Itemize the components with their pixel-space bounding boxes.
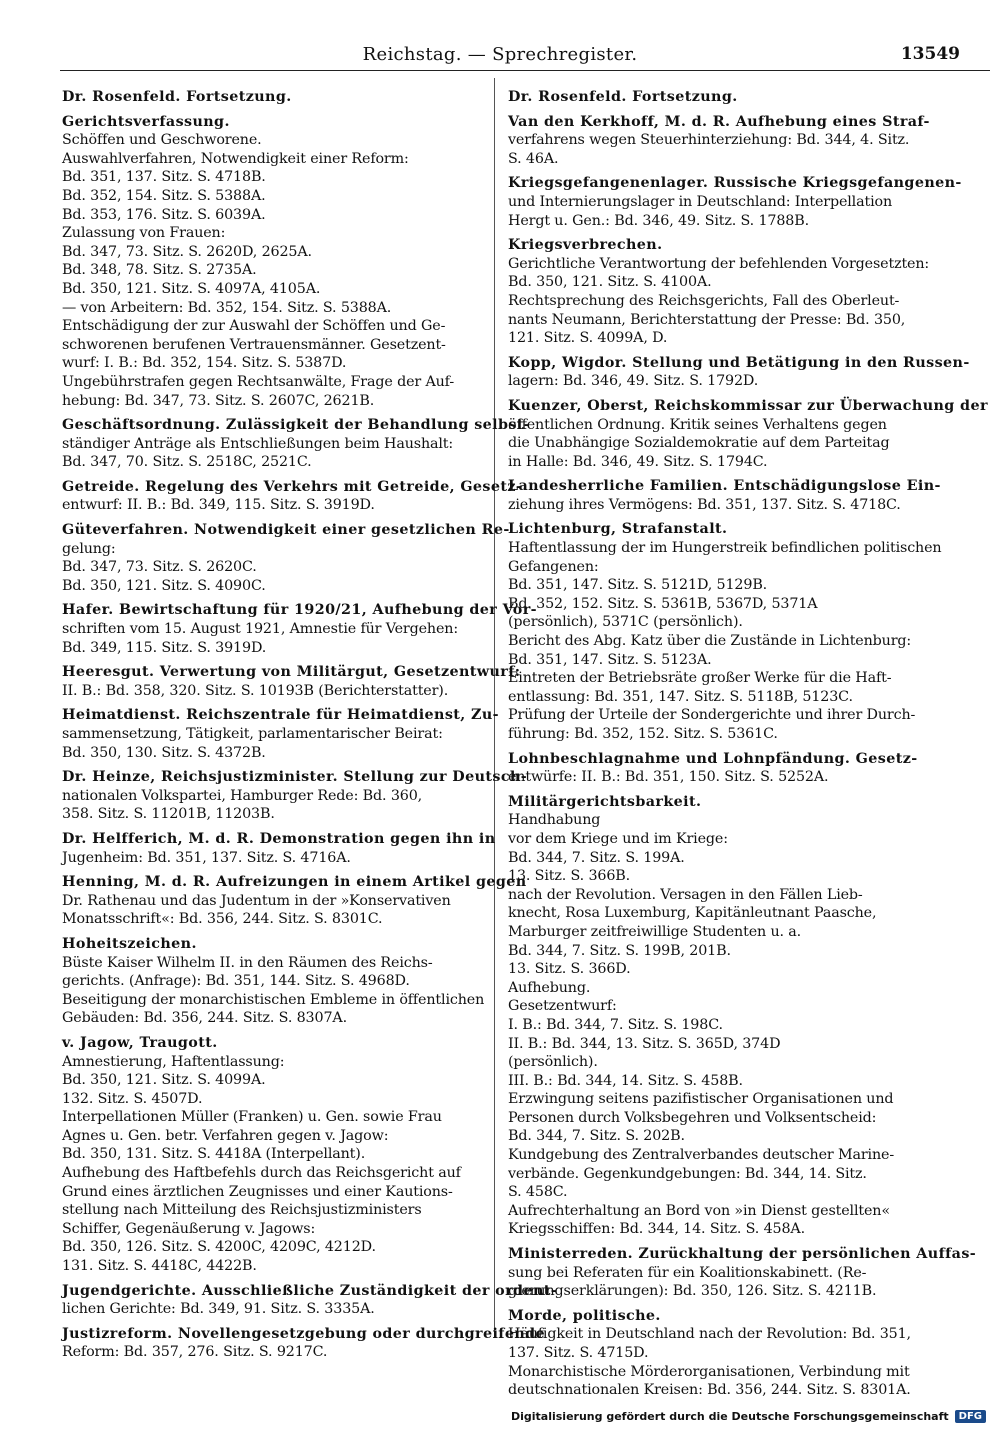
entry-line: wurf: I. B.: Bd. 352, 154. Sitz. S. 5387D. xyxy=(62,355,347,372)
entry-line: nants Neumann, Berichterstattung der Presse: Bd. 350, xyxy=(508,311,906,328)
entry-line: 13. Sitz. S. 366D. xyxy=(508,961,631,978)
entry-line: Reform: Bd. 357, 276. Sitz. S. 9217C. xyxy=(62,1344,328,1361)
register-entry xyxy=(62,521,510,595)
register-entry xyxy=(508,1245,977,1301)
entry-heading: Hafer. Bewirtschaftung für 1920/21, Aufhebung der Vor- xyxy=(62,602,537,619)
entry-line: Prüfung der Urteile der Sondergerichte und ihrer Durch- xyxy=(508,707,916,724)
entry-line: Hergt u. Gen.: Bd. 346, 49. Sitz. S. 1788B. xyxy=(508,212,809,229)
entry-line: 121. Sitz. S. 4099A, D. xyxy=(508,330,668,347)
entry-line: Ungebührstrafen gegen Rechtsanwälte, Frage der Auf- xyxy=(62,373,454,390)
entry-heading: Gerichtsverfassung. xyxy=(62,113,230,130)
entry-line: Gebäuden: Bd. 356, 244. Sitz. S. 8307A. xyxy=(62,1010,347,1027)
entry-line: in Halle: Bd. 346, 49. Sitz. S. 1794C. xyxy=(508,453,768,470)
entry-line: ständiger Anträge als Entschließungen beim Haushalt: xyxy=(62,435,454,452)
entry-line: Aufhebung. xyxy=(508,979,591,996)
entry-heading: Hoheitszeichen. xyxy=(62,935,197,952)
entry-line: Grund eines ärztlichen Zeugnisses und einer Kautions- xyxy=(62,1183,453,1200)
entry-heading: Dr. Helfferich, M. d. R. Demonstration gegen ihn in xyxy=(62,830,496,847)
entry-line: entwurf: II. B.: Bd. 349, 115. Sitz. S. 3919D. xyxy=(62,497,375,514)
entry-line: und Internierungslager in Deutschland: Interpellation xyxy=(508,193,893,210)
entry-line: 137. Sitz. S. 4715D. xyxy=(508,1345,649,1361)
entry-line: III. B.: Bd. 344, 14. Sitz. S. 458B. xyxy=(508,1072,743,1089)
entry-line: Amnestierung, Haftentlassung: xyxy=(62,1053,285,1070)
entry-line: II. B.: Bd. 344, 13. Sitz. S. 365D, 374D xyxy=(508,1035,781,1052)
entry-line: Bd. 350, 126. Sitz. S. 4200C, 4209C, 4212D. xyxy=(62,1239,376,1256)
register-entry xyxy=(62,830,496,867)
entry-line: Bd. 351, 147. Sitz. S. 5123A. xyxy=(508,651,712,668)
entry-line: Bd. 348, 78. Sitz. S. 2735A. xyxy=(62,262,257,279)
entry-line: Bd. 347, 70. Sitz. S. 2518C, 2521C. xyxy=(62,454,312,471)
entry-line: Bd. 349, 115. Sitz. S. 3919D. xyxy=(62,639,267,656)
register-entry xyxy=(508,88,928,107)
page-number: 13549 xyxy=(900,44,960,64)
entry-line: Agnes u. Gen. betr. Verfahren gegen v. Jagow: xyxy=(62,1127,389,1144)
register-entry xyxy=(62,113,482,411)
entry-line: Entschädigung der zur Auswahl der Schöffen und Ge- xyxy=(62,318,446,335)
entry-heading: Heeresgut. Verwertung von Militärgut, Gesetzentwurf: xyxy=(62,664,521,681)
entry-line: vor dem Kriege und im Kriege: xyxy=(508,830,728,847)
entry-line: Bd. 347, 73. Sitz. S. 2620D, 2625A. xyxy=(62,243,312,260)
entry-line: schworenen berufenen Vertrauensmänner. Gesetzent- xyxy=(62,336,446,353)
entry-line: lichen Gerichte: Bd. 349, 91. Sitz. S. 3335A. xyxy=(62,1301,375,1318)
entry-heading: Dr. Rosenfeld. Fortsetzung. xyxy=(508,89,738,105)
register-entry xyxy=(62,416,531,472)
register-entry xyxy=(508,1307,928,1400)
entry-line: Aufrechterhaltung an Bord von »in Dienst gestellten« xyxy=(508,1202,890,1219)
register-entry xyxy=(508,793,928,1239)
entry-line: Marburger zeitfreiwillige Studenten u. a. xyxy=(508,923,802,940)
entry-line: Bd. 344, 7. Sitz. S. 199B, 201B. xyxy=(508,942,731,959)
entry-line: S. 46A. xyxy=(508,150,559,167)
register-entry xyxy=(508,477,941,514)
entry-heading: Lohnbeschlagnahme und Lohnpfändung. Gesetz- xyxy=(508,750,918,767)
entry-heading: Van den Kerkhoff, M. d. R. Aufhebung eines Straf- xyxy=(508,113,930,130)
entry-heading: Dr. Rosenfeld. Fortsetzung. xyxy=(62,89,292,105)
entry-line: Haftentlassung der im Hungerstreik befindlichen politischen xyxy=(508,540,942,557)
entry-line: stellung nach Mitteilung des Reichsjustizministers xyxy=(62,1202,422,1219)
entry-heading: Geschäftsordnung. Zulässigkeit der Behandlung selbst- xyxy=(62,417,531,434)
entry-heading: Güteverfahren. Notwendigkeit einer gesetzlichen Re- xyxy=(62,522,510,539)
entry-heading: Kriegsgefangenenlager. Russische Kriegsgefangenen- xyxy=(508,175,962,192)
entry-line: Bd. 352, 152. Sitz. S. 5361B, 5367D, 5371A xyxy=(508,595,818,612)
entry-line: Bd. 351, 137. Sitz. S. 4718B. xyxy=(62,169,266,186)
entry-line: Bd. 353, 176. Sitz. S. 6039A. xyxy=(62,206,266,223)
entry-line: knecht, Rosa Luxemburg, Kapitänleutnant Paasche, xyxy=(508,905,877,922)
entry-heading: Ministerreden. Zurückhaltung der persönlichen Auffas- xyxy=(508,1246,977,1263)
register-entry xyxy=(62,601,537,657)
entry-line: Jugenheim: Bd. 351, 137. Sitz. S. 4716A. xyxy=(62,849,351,866)
entry-line: Rechtsprechung des Reichsgerichts, Fall des Oberleut- xyxy=(508,292,900,309)
entry-line: Gerichtliche Verantwortung der befehlenden Vorgesetzten: xyxy=(508,255,930,272)
register-entry xyxy=(508,354,970,391)
entry-line: gierungserklärungen): Bd. 350, 126. Sitz. S. 4211B. xyxy=(508,1283,877,1300)
entry-line: Monarchistische Mörderorganisationen, Verbindung mit xyxy=(508,1363,910,1380)
entry-line: Bd. 350, 121. Sitz. S. 4090C. xyxy=(62,577,266,594)
entry-line: (persönlich). xyxy=(508,1054,598,1071)
entry-line: deutschnationalen Kreisen: Bd. 356, 244. Sitz. S. 8301A. xyxy=(508,1382,911,1399)
entry-line: entlassung: Bd. 351, 147. Sitz. S. 5118B, 5123C. xyxy=(508,688,853,705)
register-entry xyxy=(508,113,928,169)
entry-line: Bd. 344, 7. Sitz. S. 199A. xyxy=(508,849,685,866)
register-entry xyxy=(508,236,928,348)
entry-line: Monatsschrift«: Bd. 356, 244. Sitz. S. 8301C. xyxy=(62,911,383,928)
entry-line: 358. Sitz. S. 11201B, 11203B. xyxy=(62,806,275,823)
entry-line: hebung: Bd. 347, 73. Sitz. S. 2607C, 2621B. xyxy=(62,392,375,409)
entry-line: Handhabung xyxy=(508,812,601,829)
entry-line: gerichts. (Anfrage): Bd. 351, 144. Sitz. S. 4968D. xyxy=(62,973,410,990)
entry-line: Gesetzentwurf: xyxy=(508,998,617,1015)
entry-line: Häufigkeit in Deutschland nach der Revolution: Bd. 351, xyxy=(508,1326,911,1343)
entry-heading: Getreide. Regelung des Verkehrs mit Getreide, Gesetz- xyxy=(62,478,523,495)
right-column xyxy=(508,88,988,1406)
entry-heading: Kuenzer, Oberst, Reichskommissar zur Überwachung der xyxy=(508,397,988,414)
entry-line: Beseitigung der monarchistischen Embleme in öffentlichen xyxy=(62,991,485,1008)
entry-line: Bd. 344, 7. Sitz. S. 202B. xyxy=(508,1128,685,1145)
entry-heading: Morde, politische. xyxy=(508,1307,661,1324)
register-entry xyxy=(62,478,523,515)
entry-line: entwürfe: II. B.: Bd. 351, 150. Sitz. S. 5252A. xyxy=(508,769,829,786)
entry-line: Bd. 352, 154. Sitz. S. 5388A. xyxy=(62,187,266,204)
entry-line: Kriegsschiffen: Bd. 344, 14. Sitz. S. 458A. xyxy=(508,1221,805,1238)
entry-line: Kundgebung des Zentralverbandes deutscher Marine- xyxy=(508,1147,895,1164)
entry-line: — von Arbeitern: Bd. 352, 154. Sitz. S. 5388A. xyxy=(62,299,392,316)
entry-line: verbände. Gegenkundgebungen: Bd. 344, 14. Sitz. xyxy=(508,1165,867,1182)
register-entry xyxy=(62,88,482,107)
entry-line: führung: Bd. 352, 152. Sitz. S. 5361C. xyxy=(508,726,778,742)
entry-line: Personen durch Volksbegehren und Volksentscheid: xyxy=(508,1109,877,1126)
entry-line: Büste Kaiser Wilhelm II. in den Räumen des Reichs- xyxy=(62,954,433,971)
entry-line: Auswahlverfahren, Notwendigkeit einer Reform: xyxy=(62,150,409,167)
entry-heading: Henning, M. d. R. Aufreizungen in einem Artikel gegen xyxy=(62,874,527,891)
entry-line: Bd. 350, 131. Sitz. S. 4418A (Interpellant). xyxy=(62,1146,366,1163)
entry-line: Dr. Rathenau und das Judentum in der »Konservativen xyxy=(62,892,451,909)
entry-line: Aufhebung des Haftbefehls durch das Reichsgericht auf xyxy=(62,1165,461,1182)
entry-line: die Unabhängige Sozialdemokratie auf dem Parteitag xyxy=(508,435,890,452)
register-entry xyxy=(62,663,521,700)
register-entry xyxy=(508,397,988,471)
entry-line: Bd. 351, 147. Sitz. S. 5121D, 5129B. xyxy=(508,577,768,594)
footer-credit: Digitalisierung gefördert durch die Deutsche Forschungsgemeinschaft xyxy=(510,1410,949,1423)
entry-line: sung bei Referaten für ein Koalitionskabinett. (Re- xyxy=(508,1264,867,1281)
entry-line: sammensetzung, Tätigkeit, parlamentarischer Beirat: xyxy=(62,726,443,742)
entry-line: Zulassung von Frauen: xyxy=(62,225,226,242)
entry-heading: Kriegsverbrechen. xyxy=(508,237,663,254)
entry-line: gelung: xyxy=(62,540,116,557)
entry-line: Bd. 350, 121. Sitz. S. 4097A, 4105A. xyxy=(62,280,321,297)
entry-heading: Kopp, Wigdor. Stellung und Betätigung in den Russen- xyxy=(508,354,970,371)
entry-line: Bd. 350, 130. Sitz. S. 4372B. xyxy=(62,744,266,761)
entry-line: II. B.: Bd. 358, 320. Sitz. S. 10193B (Berichterstatter). xyxy=(62,682,449,699)
register-entry xyxy=(62,706,500,762)
entry-line: Bd. 350, 121. Sitz. S. 4100A. xyxy=(508,274,712,291)
entry-line: schriften vom 15. August 1921, Amnestie für Vergehen: xyxy=(62,621,459,638)
entry-line: S. 458C. xyxy=(508,1184,568,1201)
register-entry xyxy=(62,873,527,929)
dfg-logo: DFG xyxy=(955,1410,986,1423)
entry-line: nach der Revolution. Versagen in den Fällen Lieb- xyxy=(508,886,863,903)
entry-heading: Dr. Heinze, Reichsjustizminister. Stellung zur Deutsch- xyxy=(62,769,528,786)
entry-heading: Jugendgerichte. Ausschließliche Zuständigkeit der ordent- xyxy=(62,1282,558,1299)
entry-heading: Militärgerichtsbarkeit. xyxy=(508,793,702,810)
entry-line: Schiffer, Gegenäußerung v. Jagows: xyxy=(62,1220,316,1237)
entry-line: nationalen Volkspartei, Hamburger Rede: Bd. 360, xyxy=(62,787,423,804)
entry-line: 13. Sitz. S. 366B. xyxy=(508,868,631,885)
entry-line: Eintreten der Betriebsräte großer Werke für die Haft- xyxy=(508,670,892,687)
register-entry xyxy=(62,1325,546,1362)
register-entry xyxy=(508,520,942,743)
entry-line: ziehung ihres Vermögens: Bd. 351, 137. Sitz. S. 4718C. xyxy=(508,496,901,513)
entry-line: öffentlichen Ordnung. Kritik seines Verhaltens gegen xyxy=(508,416,887,433)
entry-heading: Lichtenburg, Strafanstalt. xyxy=(508,521,728,538)
entry-heading: Heimatdienst. Reichszentrale für Heimatdienst, Zu- xyxy=(62,707,500,724)
entry-line: Bd. 350, 121. Sitz. S. 4099A. xyxy=(62,1072,266,1089)
entry-line: Schöffen und Geschworene. xyxy=(62,132,262,149)
register-entry xyxy=(62,1282,558,1319)
header-rule xyxy=(60,70,990,71)
entry-line: 131. Sitz. S. 4418C, 4422B. xyxy=(62,1258,257,1275)
entry-line: verfahrens wegen Steuerhinterziehung: Bd. 344, 4. Sitz. xyxy=(508,132,910,149)
entry-line: Bericht des Abg. Katz über die Zustände in Lichtenburg: xyxy=(508,633,912,650)
entry-line: lagern: Bd. 346, 49. Sitz. S. 1792D. xyxy=(508,373,759,390)
entry-heading: Justizreform. Novellengesetzgebung oder durchgreifende xyxy=(62,1325,546,1342)
register-entry xyxy=(508,174,962,230)
entry-line: Interpellationen Müller (Franken) u. Gen. sowie Frau xyxy=(62,1109,442,1126)
footer xyxy=(511,1410,986,1423)
entry-line: (persönlich), 5371C (persönlich). xyxy=(508,614,743,631)
entry-line: Bd. 347, 73. Sitz. S. 2620C. xyxy=(62,559,257,576)
entry-line: Erzwingung seitens pazifistischer Organisationen und xyxy=(508,1091,894,1108)
entry-heading: v. Jagow, Traugott. xyxy=(62,1034,218,1051)
entry-line: Gefangenen: xyxy=(508,558,599,575)
entry-line: 132. Sitz. S. 4507D. xyxy=(62,1090,203,1107)
register-entry xyxy=(62,1034,482,1276)
running-header: Reichstag. — Sprechregister. xyxy=(362,44,638,65)
register-entry xyxy=(62,768,528,824)
entry-line: I. B.: Bd. 344, 7. Sitz. S. 198C. xyxy=(508,1016,723,1033)
entry-heading: Landesherrliche Familien. Entschädigungslose Ein- xyxy=(508,478,941,495)
register-entry xyxy=(508,750,928,787)
register-entry xyxy=(62,935,485,1028)
